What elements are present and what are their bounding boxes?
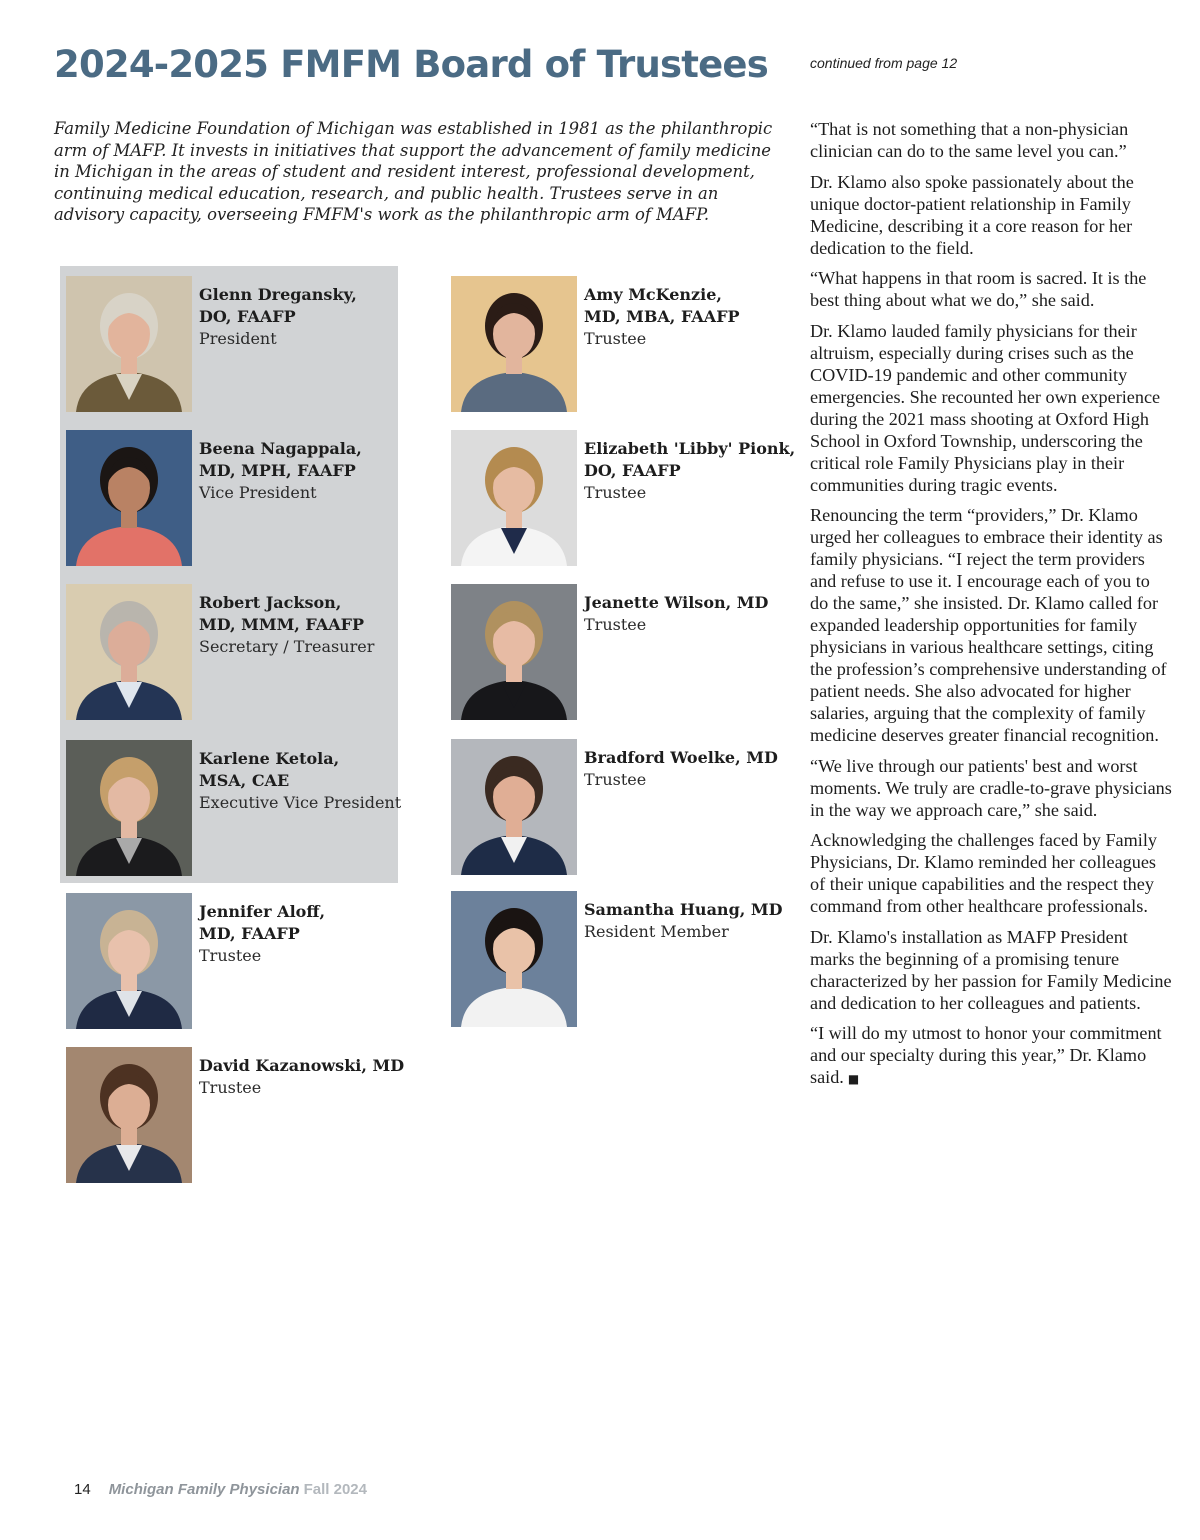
page-footer: [74, 1481, 367, 1498]
member-role: Trustee: [199, 1078, 262, 1097]
member-photo: [66, 740, 192, 876]
member-photo: [66, 1047, 192, 1183]
article-paragraph: “We live through our patients' best and worst moments. We truly are cradle-to-grave physicians in the way we approach care,” she said.: [810, 755, 1172, 820]
member-role: Secretary / Treasurer: [199, 637, 375, 656]
article-paragraph: Dr. Klamo lauded family physicians for their altruism, especially during crises such as the COVID-19 pandemic and other community emergencies. She recounted her own experience during the 2021 mass shooting at Oxford High School in Oxford Township, underscoring the critical role Family Physicians play in their communities during tragic events.: [810, 320, 1161, 495]
member-role: Executive Vice President: [199, 793, 402, 812]
member-card: [66, 740, 436, 880]
member-card: [451, 276, 821, 416]
member-card: [451, 891, 821, 1031]
member-photo: [66, 584, 192, 720]
end-of-article-icon: ■: [847, 1072, 860, 1086]
article-paragraph: “I will do my utmost to honor your commitment and our specialty during this year,” Dr. Klamo said. ■: [810, 1023, 1162, 1087]
member-name: Beena Nagappala, MD, MPH, FAAFP: [199, 439, 362, 480]
member-photo: [451, 739, 577, 875]
article-paragraph: Dr. Klamo also spoke passionately about the unique doctor-patient relationship in Family Medicine, describing it a core reason for her dedication to the field.: [810, 171, 1134, 258]
member-role: Trustee: [584, 770, 647, 789]
member-name: Glenn Dregansky, DO, FAAFP: [199, 285, 357, 326]
issue-label: Fall 2024: [303, 1481, 367, 1498]
member-card: [451, 584, 821, 724]
page-number: 14: [74, 1481, 91, 1498]
article-paragraph: Renouncing the term “providers,” Dr. Klamo urged her colleagues to embrace their identity as family physicians. “I reject the term providers and refuse to use it. I encourage each of you to do the same,” she insisted. Dr. Klamo called for expanded leadership opportunities for family physicians in various healthcare settings, citing the profession’s comprehensive understanding of patient needs. She also advocated for higher salaries, arguing that the complexity of family medicine deserves greater financial recognition.: [810, 505, 1167, 745]
continued-note: continued from page 12: [810, 55, 958, 71]
member-photo: [66, 276, 192, 412]
member-name: Bradford Woelke, MD: [584, 748, 778, 767]
member-name: Samantha Huang, MD: [584, 900, 783, 919]
article-column: [810, 118, 1172, 1099]
member-name: Elizabeth 'Libby' Pionk, DO, FAAFP: [584, 439, 796, 480]
member-card: [66, 1047, 436, 1187]
member-card: [451, 739, 821, 879]
intro-paragraph: Family Medicine Foundation of Michigan was established in 1981 as the philanthropic arm of MAFP. It invests in initiatives that support the advancement of family medicine in Michigan in the areas of student and resident interest, professional development, continuing medical education, research, and public health. Trustees serve in an advisory capacity, overseeing FMFM's work as the philanthropic arm of MAFP.: [54, 119, 773, 225]
member-name: Jennifer Aloff, MD, FAAFP: [199, 902, 326, 943]
member-name: David Kazanowski, MD: [199, 1056, 405, 1075]
member-name: Robert Jackson, MD, MMM, FAAFP: [199, 593, 365, 634]
page-title: 2024-2025 FMFM Board of Trustees: [54, 43, 768, 86]
member-card: [66, 276, 436, 416]
article-paragraph: Dr. Klamo's installation as MAFP President marks the beginning of a promising tenure characterized by her passion for Family Medicine and dedication to her colleagues and patients.: [810, 926, 1172, 1013]
member-role: Trustee: [584, 483, 647, 502]
member-card: [451, 430, 821, 570]
publication-name: Michigan Family Physician: [108, 1481, 300, 1498]
member-card: [66, 584, 436, 724]
member-photo: [451, 430, 577, 566]
member-role: Trustee: [584, 615, 647, 634]
member-photo: [451, 276, 577, 412]
member-card: [66, 893, 436, 1033]
member-name: Karlene Ketola, MSA, CAE: [199, 749, 340, 790]
member-role: President: [199, 329, 277, 348]
article-paragraph: Acknowledging the challenges faced by Family Physicians, Dr. Klamo reminded her colleagues of their unique capabilities and the respect they command from other healthcare professionals.: [810, 830, 1157, 916]
member-role: Vice President: [199, 483, 317, 502]
article-paragraph: “That is not something that a non-physician clinician can do to the same level you can.”: [810, 119, 1129, 161]
member-photo: [66, 893, 192, 1029]
member-photo: [451, 584, 577, 720]
member-name: Amy McKenzie, MD, MBA, FAAFP: [584, 285, 740, 326]
article-paragraph: “What happens in that room is sacred. It is the best thing about what we do,” she said.: [810, 268, 1147, 310]
member-card: [66, 430, 436, 570]
member-role: Trustee: [584, 329, 647, 348]
member-role: Trustee: [199, 946, 262, 965]
member-role: Resident Member: [584, 922, 729, 941]
member-photo: [66, 430, 192, 566]
member-photo: [451, 891, 577, 1027]
member-name: Jeanette Wilson, MD: [584, 593, 769, 612]
